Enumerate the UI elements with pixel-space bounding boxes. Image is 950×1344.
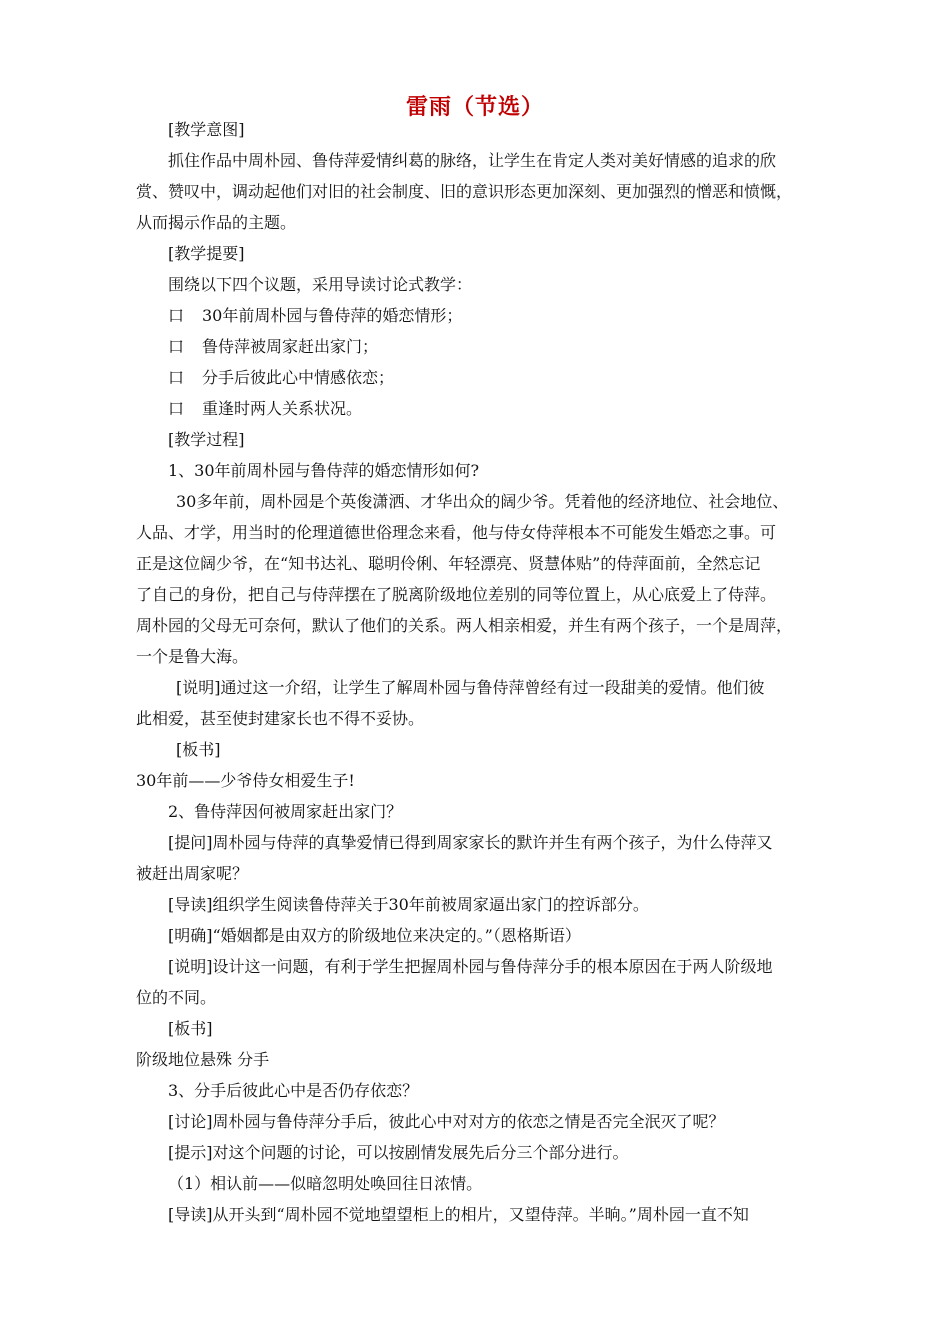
question-2: 2、鲁侍萍因何被周家赶出家门？ [168,802,403,821]
clarify-line: [明确]“婚姻都是由双方的阶级地位来决定的。”（恩格斯语） [168,926,581,945]
paragraph-line: 了自己的身份，把自己与侍萍摆在了脱离阶级地位差别的同等位置上，从心底爱上了侍萍。 [136,585,777,604]
list-item [168,399,362,419]
discussion-line: [讨论]周朴园与鲁侍萍分手后，彼此心中对对方的依恋之情是否完全泯灭了呢？ [168,1112,725,1131]
board-label: [板书] [176,740,221,759]
list-item [168,306,462,326]
guide-line: [导读]从开头到“周朴园不觉地望望柜上的相片，又望侍萍。半晌。”周朴园一直不知 [168,1205,749,1224]
list-item [168,337,378,357]
note-line: 位的不同。 [136,988,217,1007]
outline-intro: 围绕以下四个议题，采用导读讨论式教学： [168,275,473,294]
list-item [168,368,394,388]
paragraph-line: 周朴园的父母无可奈何，默认了他们的关系。两人相亲相爱，并生有两个孩子，一个是周萍， [136,616,793,635]
board-label: [板书] [168,1019,213,1038]
document-title: 雷雨（节选） [405,95,544,120]
checkbox-bullet-icon: 口 [168,306,185,325]
paragraph-line: 30多年前，周朴园是个英俊潇洒、才华出众的阔少爷。凭着他的经济地位、社会地位、 [176,492,789,511]
hint-line: [提示]对这个问题的讨论，可以按剧情发展先后分三个部分进行。 [168,1143,629,1162]
question-1: 1、30年前周朴园与鲁侍萍的婚恋情形如何? [168,461,480,480]
checkbox-bullet-icon: 口 [168,399,185,418]
list-item-text: 鲁侍萍被周家赶出家门； [202,337,379,356]
guide-line: [导读]组织学生阅读鲁侍萍关于30年前被周家逼出家门的控诉部分。 [168,895,649,914]
question-3: 3、分手后彼此心中是否仍存依恋？ [168,1081,419,1100]
subsection-line: （1）相认前——似暗忽明处唤回往日浓情。 [168,1174,483,1193]
list-item-text: 重逢时两人关系状况。 [202,399,363,418]
paragraph-line: 一个是鲁大海。 [136,647,249,666]
ask-line: 被赶出周家呢？ [136,864,249,883]
section-heading-process: [教学过程] [168,430,245,449]
list-item-text: 分手后彼此心中情感依恋； [202,368,395,387]
paragraph-line: 抓住作品中周朴园、鲁侍萍爱情纠葛的脉络，让学生在肯定人类对美好情感的追求的欣 [168,151,777,170]
board-text: 30年前——少爷侍女相爱生子! [136,771,355,790]
note-line: [说明]通过这一介绍，让学生了解周朴园与鲁侍萍曾经有过一段甜美的爱情。他们彼 [176,678,765,697]
paragraph-line: 正是这位阔少爷，在“知书达礼、聪明伶俐、年轻漂亮、贤慧体贴”的侍萍面前，全然忘记 [136,554,761,573]
paragraph-line: 人品、才学，用当时的伦理道德世俗理念来看，他与侍女侍萍根本不可能发生婚恋之事。可 [136,523,777,542]
checkbox-bullet-icon: 口 [168,337,185,356]
note-line: 此相爱，甚至使封建家长也不得不妥协。 [136,709,425,728]
list-item-text: 30年前周朴园与鲁侍萍的婚恋情形； [202,306,463,325]
paragraph-line: 赏、赞叹中，调动起他们对旧的社会制度、旧的意识形态更加深刻、更加强烈的憎恶和愤慨， [136,182,793,201]
ask-line: [提问]周朴园与侍萍的真挚爱情已得到周家家长的默许并生有两个孩子，为什么侍萍又 [168,833,773,852]
checkbox-bullet-icon: 口 [168,368,185,387]
section-heading-outline: [教学提要] [168,244,245,263]
note-line: [说明]设计这一问题，有利于学生把握周朴园与鲁侍萍分手的根本原因在于两人阶级地 [168,957,773,976]
board-text: 阶级地位悬殊 分手 [136,1050,270,1069]
paragraph-line: 从而揭示作品的主题。 [136,213,297,232]
section-heading-intent: [教学意图] [168,120,245,139]
